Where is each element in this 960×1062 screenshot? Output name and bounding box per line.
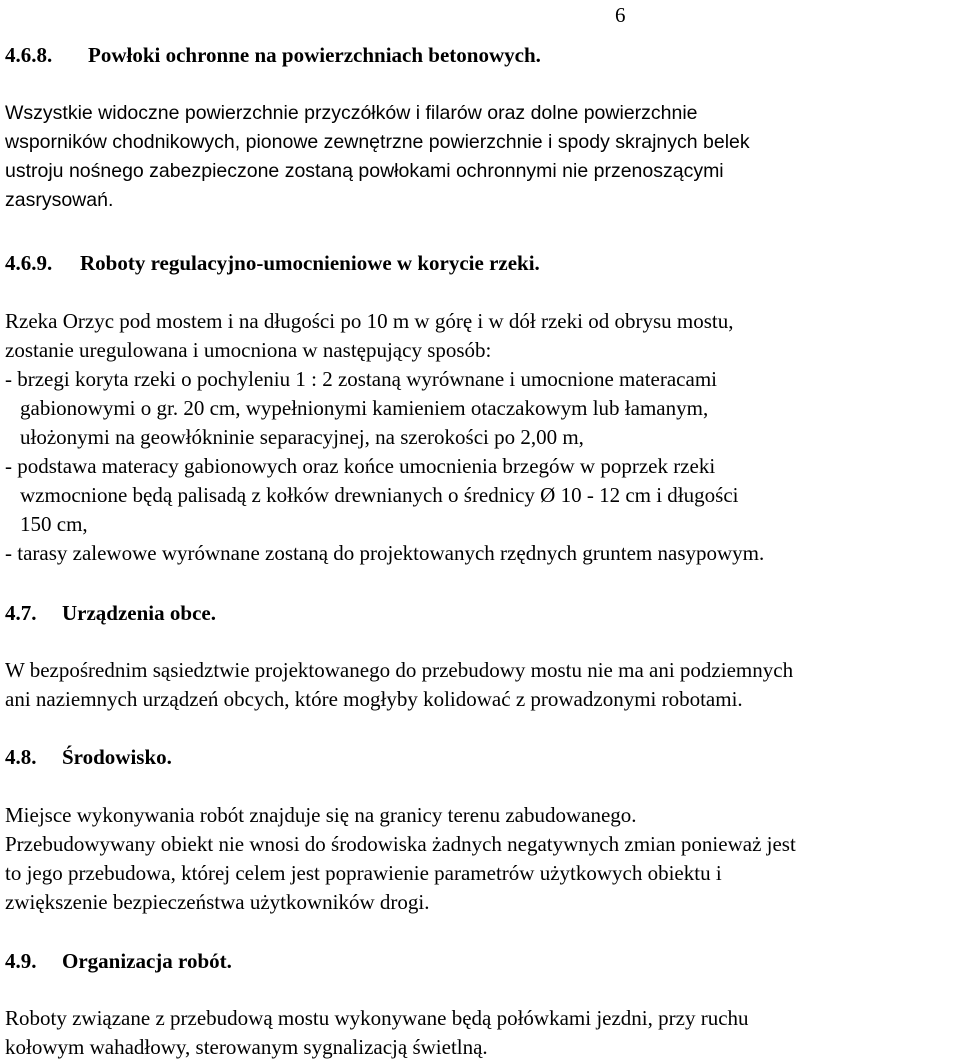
paragraph-line: ustroju nośnego zabezpieczone zostaną powłokami ochronnymi nie przenoszącymi xyxy=(5,160,724,182)
paragraph-line: Rzeka Orzyc pod mostem i na długości po 10 m w górę i w dół rzeki od obrysu mostu, xyxy=(5,309,734,333)
section-heading-4-9 xyxy=(5,947,232,976)
paragraph-line: zostanie uregulowana i umocniona w następujący sposób: xyxy=(5,338,492,362)
paragraph-line: zwiększenie bezpieczeństwa użytkowników drogi. xyxy=(5,890,430,914)
section-title: Urządzenia obce. xyxy=(62,601,216,625)
section-title: Powłoki ochronne na powierzchniach betonowych. xyxy=(88,43,541,67)
paragraph-4-6-9 xyxy=(5,307,960,568)
paragraph-line: Przebudowywany obiekt nie wnosi do środowiska żadnych negatywnych zmian ponieważ jest xyxy=(5,832,796,856)
section-heading-4-8 xyxy=(5,743,172,772)
paragraph-line: to jego przebudowa, której celem jest poprawienie parametrów użytkowych obiektu i xyxy=(5,861,722,885)
paragraph-line: ani naziemnych urządzeń obcych, które mogłyby kolidować z prowadzonymi robotami. xyxy=(5,687,743,711)
section-title: Środowisko. xyxy=(62,745,172,769)
paragraph-4-7 xyxy=(5,656,960,714)
paragraph-line: kołowym wahadłowy, sterowanym sygnalizacją świetlną. xyxy=(5,1035,488,1059)
section-number: 4.7. xyxy=(5,601,37,625)
section-number: 4.6.8. xyxy=(5,43,53,67)
section-title: Roboty regulacyjno-umocnieniowe w korycie rzeki. xyxy=(80,251,540,275)
section-title: Organizacja robót. xyxy=(62,949,232,973)
paragraph-line: W bezpośrednim sąsiedztwie projektowanego do przebudowy mostu nie ma ani podziemnych xyxy=(5,658,794,682)
paragraph-4-8 xyxy=(5,801,960,917)
list-item-continuation: ułożonymi na geowłókninie separacyjnej, na szerokości po 2,00 m, xyxy=(20,425,584,449)
list-item-continuation: gabionowymi o gr. 20 cm, wypełnionymi kamieniem otaczakowym lub łamanym, xyxy=(20,396,709,420)
list-item: - tarasy zalewowe wyrównane zostaną do projektowanych rzędnych gruntem nasypowym. xyxy=(5,541,765,565)
list-item-continuation: 150 cm, xyxy=(20,512,88,536)
paragraph-4-6-8 xyxy=(5,99,960,215)
paragraph-line: Roboty związane z przebudową mostu wykonywane będą połówkami jezdni, przy ruchu xyxy=(5,1006,749,1030)
paragraph-line: zasrysowań. xyxy=(5,189,114,211)
section-heading-4-7 xyxy=(5,599,216,628)
page-number: 6 xyxy=(615,3,626,27)
section-heading-4-6-9 xyxy=(5,249,540,278)
paragraph-4-9 xyxy=(5,1004,960,1062)
section-heading-4-6-8 xyxy=(5,41,541,70)
list-item-continuation: wzmocnione będą palisadą z kołków drewnianych o średnicy Ø 10 - 12 cm i długości xyxy=(20,483,739,507)
paragraph-line: wsporników chodnikowych, pionowe zewnętrzne powierzchnie i spody skrajnych belek xyxy=(5,131,750,153)
list-item: - brzegi koryta rzeki o pochyleniu 1 : 2 zostaną wyrównane i umocnione materacami xyxy=(5,367,717,391)
list-item: - podstawa materacy gabionowych oraz końce umocnienia brzegów w poprzek rzeki xyxy=(5,454,716,478)
paragraph-line: Miejsce wykonywania robót znajduje się na granicy terenu zabudowanego. xyxy=(5,803,637,827)
section-number: 4.8. xyxy=(5,745,37,769)
section-number: 4.9. xyxy=(5,949,37,973)
section-number: 4.6.9. xyxy=(5,251,53,275)
paragraph-line: Wszystkie widoczne powierzchnie przyczółków i filarów oraz dolne powierzchnie xyxy=(5,102,698,124)
